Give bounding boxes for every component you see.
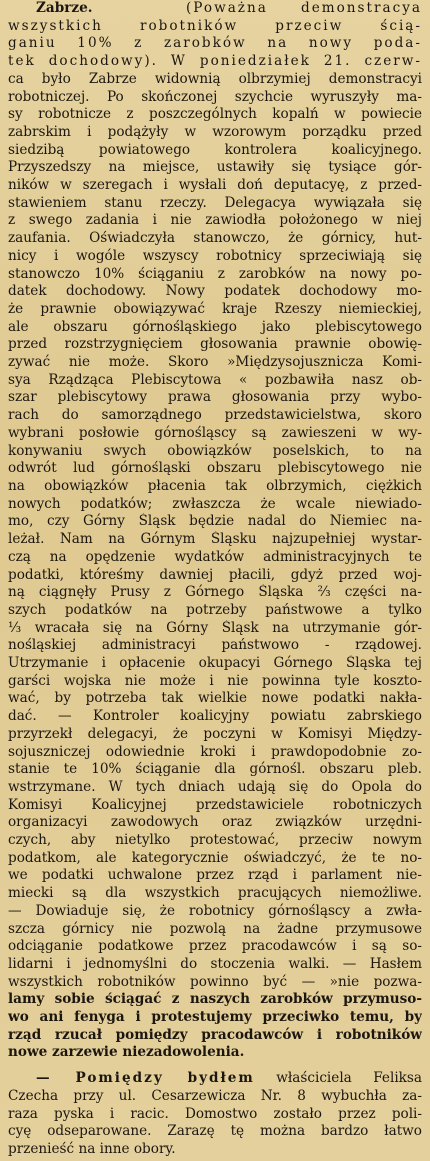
article-text-line: Utrzymanie i opłacenie okupacyi Górnego Śląska tej (8, 655, 422, 672)
article-text-line: raza pyska i racic. Domostwo zostało przez poli- (8, 1105, 422, 1122)
article-text-line: odciąganie podatkowe przez pracodawców i są so- (8, 938, 422, 955)
article-text-line: — Dowiaduje się, że robotnicy górnośląscy a zwła- (8, 902, 422, 919)
article-separator (8, 1062, 422, 1070)
article-text-line: organizacyi zawodowych oraz związków urzędni- (8, 814, 422, 831)
article-text-line: sy robotnicze z poszczególnych kopalń w powiecie (8, 106, 422, 123)
article-text-line: czą na opędzenie wydatków administracyjnych te (8, 548, 422, 565)
article-text-line: wo ani fenyga i protestujemy przeciwko temu, by (8, 1009, 422, 1026)
article-text-line: wstrzymane. W tych dniach udają się do Opola do (8, 778, 422, 795)
article-text-line: zaufania. Oświadczyła stanowczo, że górnicy, hut- (8, 230, 422, 247)
article-text-line: Przyszedszy na miejsce, ustawiły się tysiące gór- (8, 159, 422, 176)
article-text-line: ną ciągnęły Prusy z Górnego Śląska ⅔ części na- (8, 584, 422, 601)
article-text-line: sya Rządząca Plebiscytowa « pozbawiła nasz ob- (8, 371, 422, 388)
article-text-line: lidarni i jednomyślni do stoczenia walki. — Hasłem (8, 955, 422, 972)
article-text-line: ⅓ wracała się na Górny Śląsk na utrzymanie gór- (8, 619, 422, 636)
article-text-line: leżał. Nam na Górnym Śląsku najzupełniej wystar- (8, 531, 422, 548)
article-text-line: dać. — Kontroler koalicyjny powiatu zabrskiego (8, 708, 422, 725)
article-text-line: wszystkich robotników przeciw ścią- (8, 17, 422, 34)
article-text-line: szych podatków na potrzeby państwowe a tylko (8, 601, 422, 618)
article-text-line: nicy i wogóle wszyscy robotnicy sprzeciwiają się (8, 247, 422, 264)
article-text-line: zywać nie może. Skoro »Międzysojusznicza Komi- (8, 354, 422, 371)
article-title-line (8, 0, 422, 18)
article-text-line: lamy sobie ściągać z naszych zarobków przymuso- (8, 991, 422, 1008)
article-text-line: garści wojska nie może i nie powinna tyle koszto- (8, 672, 422, 689)
article-text-line: siedzibą powiatowego kontrolera koalicyjnego. (8, 141, 422, 158)
article-text-line: rach do samorządnego przedstawicielstwa, skoro (8, 407, 422, 424)
article-text-line: mo, czy Górny Śląsk będzie nadal do Niemiec na- (8, 513, 422, 530)
article-text-line: we podatki uchwalone przez rząd i parlament nie- (8, 867, 422, 884)
article-text-line: cyę odseparowane. Zarazę tę można bardzo łatwo (8, 1123, 422, 1140)
article-text-line: z swego zadania i nie zawiodła położonego w niej (8, 212, 422, 229)
article-text-line: konywaniu swych obowiązków poselskich, to na (8, 442, 422, 459)
article-text-line: że prawnie obowiązywać kraje Rzeszy niemieckiej, (8, 300, 422, 317)
article-text-line: przed rozstrzygnięciem głosowania prawnie obowię- (8, 336, 422, 353)
article-title: Zabrze. (36, 0, 93, 16)
article-2-lead: — Pomiędzy bydłem (36, 1070, 255, 1087)
article-text-line: rząd rzucał pomiędzy pracodawców i robotników (8, 1026, 422, 1043)
article-text-line: nośląskiej administracyi państwowo - rządowej. (8, 637, 422, 654)
article-text-line: Komisyi Koalicyjnej przedstawiciele robotniczych (8, 796, 422, 813)
article-text-line: miecki są dla wszystkich pracujących niemożliwe. (8, 885, 422, 902)
article-text-line: robotniczej. Po skończonej szychcie wyruszyły ma- (8, 88, 422, 105)
article-text-line: stawieniem stanu rzeczy. Delegacya wywiązała się (8, 194, 422, 211)
article-text-line: stanowczo 10% ściąganiu z zarobków na nowy po- (8, 265, 422, 282)
article-text-line: tek dochodowy). W poniedziałek 21. czerw- (8, 53, 422, 70)
article-text-line: właściciela Feliksa (276, 1070, 422, 1087)
article-text-line: szar plebiscytowy prawa głosowania przy wybo- (8, 389, 422, 406)
article-text-line: (Poważna demonstracya (185, 0, 422, 16)
article-text-line: ale obszaru górnośląskiego jako plebiscytowego (8, 318, 422, 335)
article-text-line: zabrskim i podążyły w wzorowym porządku przed (8, 123, 422, 140)
article-text-line: szcza górnicy nie pozwolą na żadne przymusowe (8, 920, 422, 937)
article-text-line: ca było Zabrze widownią olbrzymiej demonstracyi (8, 70, 422, 87)
article-text-line: podatkom, ale kategorycznie oświadczyć, że te no- (8, 849, 422, 866)
article-text-line: wszystkich robotników powinno być — »nie pozwa- (8, 973, 422, 990)
article-text-line: sojuszniczej odowiednie kroki i prawdopodobnie zo- (8, 743, 422, 760)
article-text-line: na obowiązków płacenia tak olbrzymich, ciężkich (8, 477, 422, 494)
article-text-line: stanie te 10% ściąganie dla górnośl. obszaru pleb. (8, 761, 422, 778)
article-text-line: przyrzekł delegacyi, że poczyni w Komisyi Między- (8, 725, 422, 742)
article-2-first-line (8, 1070, 422, 1088)
article-text-line: Czecha przy ul. Cesarzewicza Nr. 8 wybuchła za- (8, 1087, 422, 1104)
article-text-line: wać, by potrzeba tak wielkie nowe podatki nakła- (8, 690, 422, 707)
article-text-line: ników w szeregach i wysłali doń deputacyę, z przed- (8, 177, 422, 194)
article-text-line: nowych podatków; zwłaszcza że wcale niewiado- (8, 495, 422, 512)
article-text-line: czych, aby nietylko protestować, przeciw nowym (8, 832, 422, 849)
article-text-line: nowe zarzewie niezadowolenia. (8, 1044, 245, 1061)
article-text-line: odwrót lud górnośląski obszaru plebiscytowego nie (8, 460, 422, 477)
article-text-line: datek dochodowy. Nowy podatek dochodowy mo- (8, 283, 422, 300)
article-text-line: podatki, któreśmy dawniej płacili, gdyż przed woj- (8, 566, 422, 583)
article-text-line: wybrani posłowie górnośląscy są zawieszeni w wy- (8, 424, 422, 441)
article-zabrze (8, 0, 422, 1159)
article-text-line: przenieść na inne obory. (8, 1141, 176, 1157)
article-text-line: ganiu 10% z zarobków na nowy podа- (8, 35, 422, 52)
